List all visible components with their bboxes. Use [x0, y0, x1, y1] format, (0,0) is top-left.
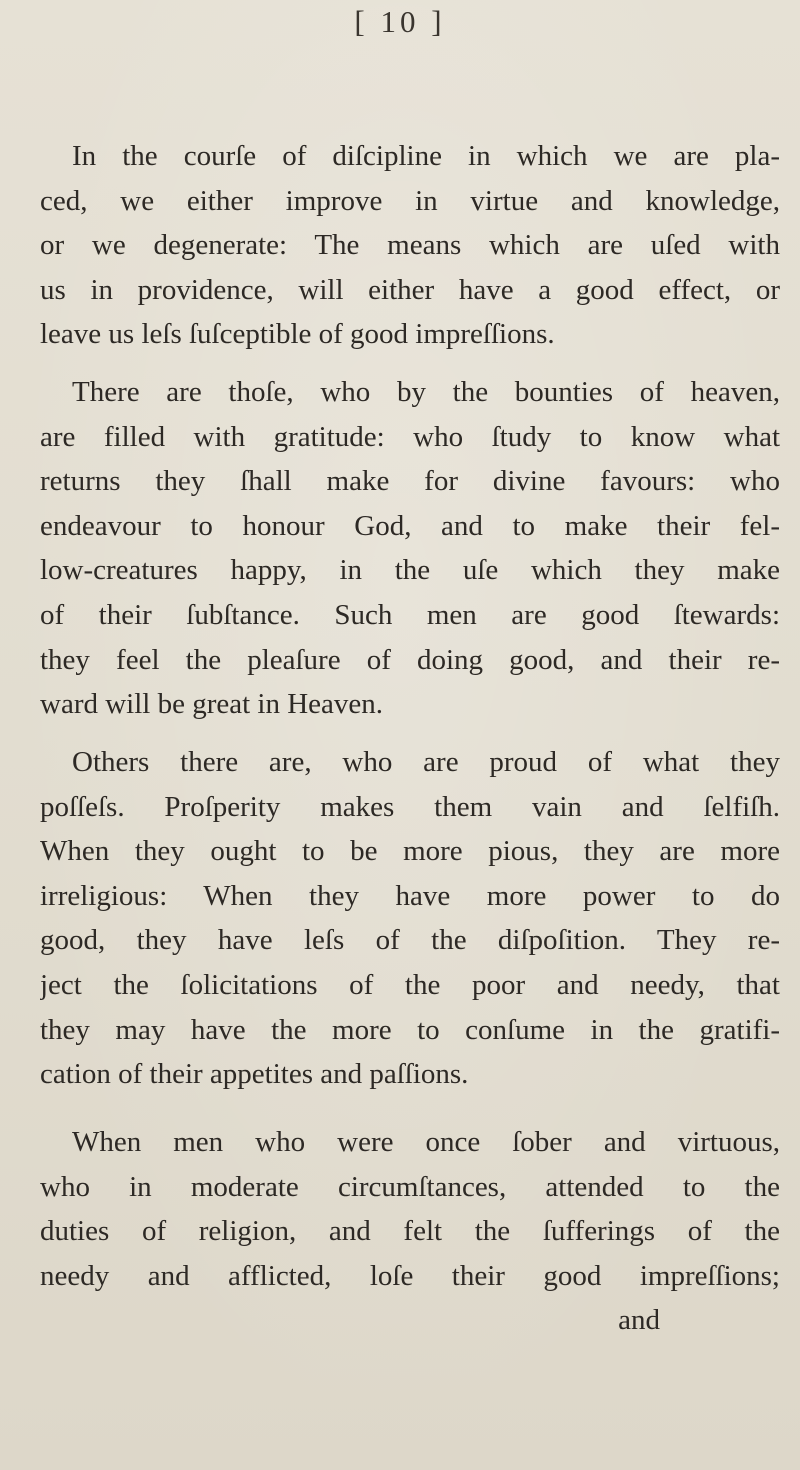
text-line: ward will be great in Heaven.: [40, 688, 384, 721]
text-line: us in providence, will either have a good effect, or: [40, 273, 780, 306]
text-line: In the courſe of diſcipline in which we are pla-: [72, 140, 780, 172]
text-line: of their ſubſtance. Such men are good ſtewards:: [40, 598, 780, 631]
text-line: leave us leſs ſuſceptible of good impreſſions.: [40, 318, 555, 351]
text-line: endeavour to honour God, and to make their fel-: [40, 509, 780, 542]
text-line: When they ought to be more pious, they are more: [40, 835, 780, 868]
text-line: irreligious: When they have more power to do: [40, 879, 780, 912]
text-line: are filled with gratitude: who ſtudy to know what: [40, 420, 780, 453]
paragraph-2: [40, 370, 780, 727]
text-line: Others there are, who are proud of what they: [72, 746, 780, 778]
paragraph-1: [40, 134, 780, 357]
text-line: or we degenerate: The means which are uſed with: [40, 229, 780, 262]
text-line: poſſeſs. Proſperity makes them vain and ſelfiſh.: [40, 790, 780, 823]
text-line: low-creatures happy, in the uſe which they make: [40, 554, 780, 587]
page-number: [ 10 ]: [354, 4, 446, 39]
text-line: When men who were once ſober and virtuous,: [72, 1126, 780, 1158]
text-line: duties of religion, and felt the ſufferings of the: [40, 1215, 780, 1248]
catchword: and: [618, 1304, 660, 1337]
text-line: returns they ſhall make for divine favours: who: [40, 465, 780, 498]
text-line: good, they have leſs of the diſpoſition. They re-: [40, 924, 780, 957]
text-line: they may have the more to conſume in the gratifi-: [40, 1013, 780, 1046]
text-line: ced, we either improve in virtue and knowledge,: [40, 184, 780, 217]
text-line: needy and afflicted, loſe their good impreſſions;: [40, 1259, 780, 1292]
text-line: they feel the pleaſure of doing good, and their re-: [40, 643, 780, 676]
text-line: There are thoſe, who by the bounties of heaven,: [72, 376, 780, 408]
paragraph-4: [40, 1120, 780, 1343]
paragraph-3: [40, 740, 780, 1097]
text-line: who in moderate circumſtances, attended to the: [40, 1170, 780, 1203]
text-line: ject the ſolicitations of the poor and needy, that: [40, 968, 780, 1001]
text-line: cation of their appetites and paſſions.: [40, 1058, 469, 1091]
